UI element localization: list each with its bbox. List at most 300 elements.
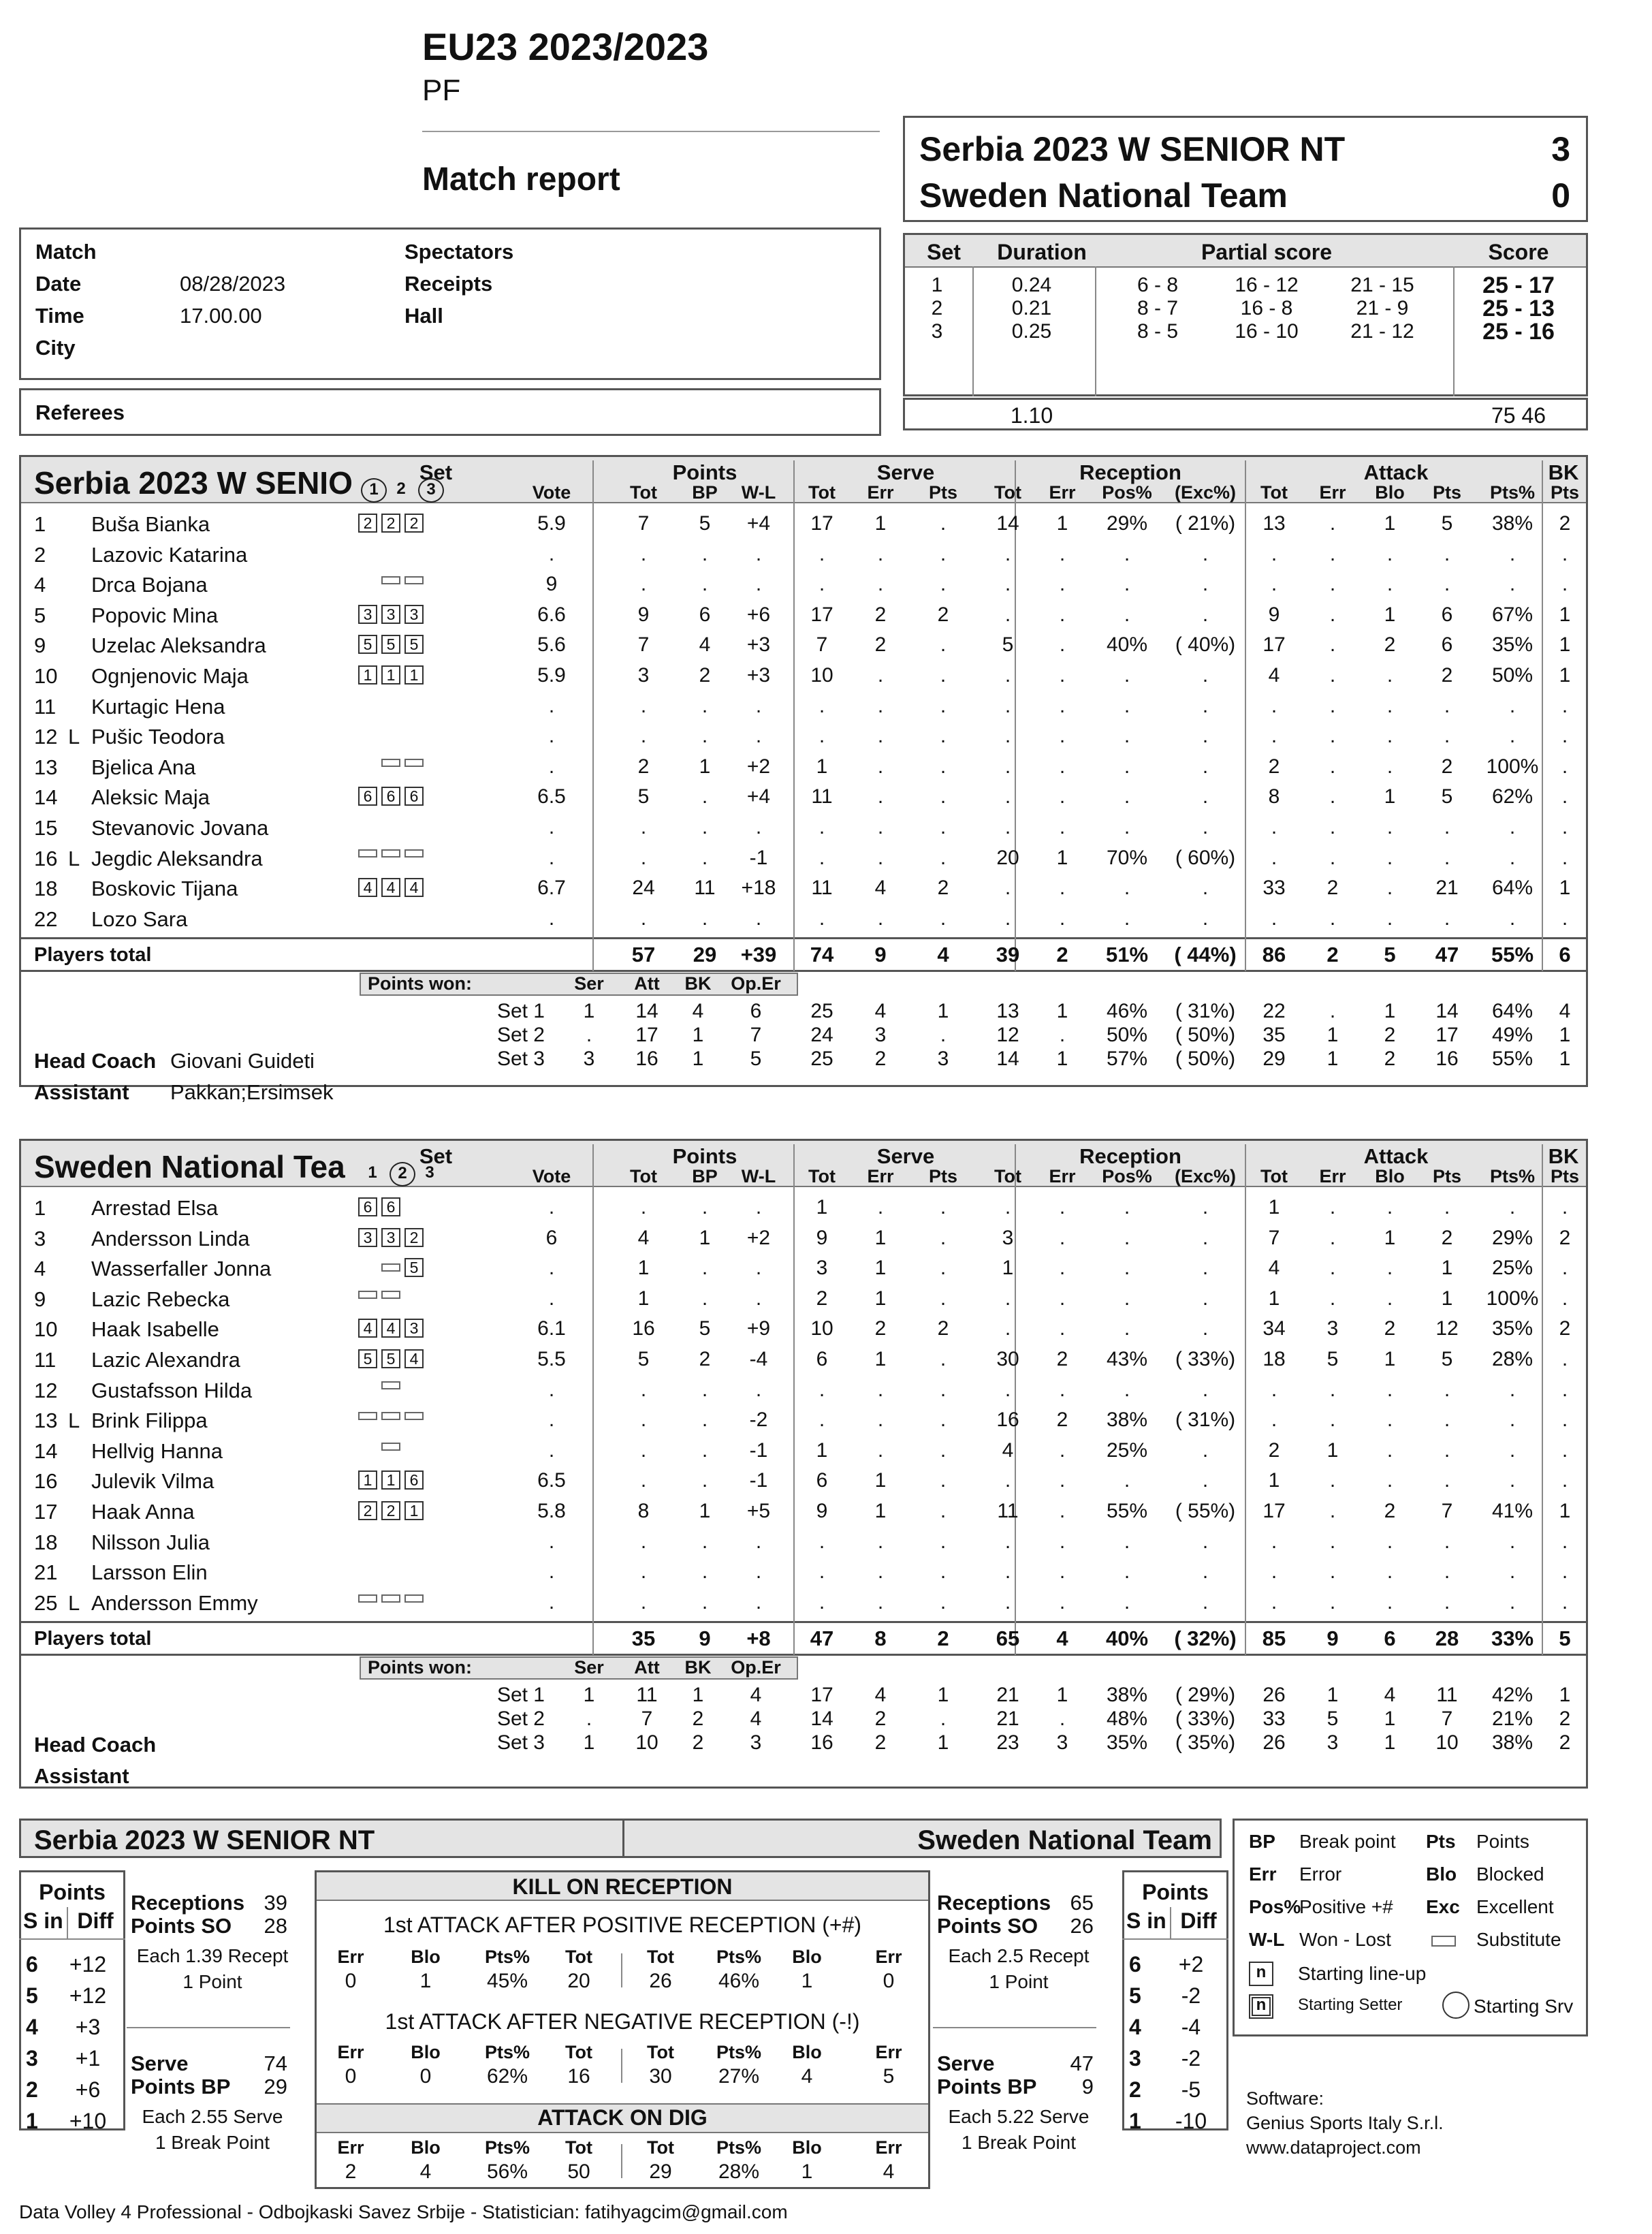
set-stat-value: 38% (1106, 1684, 1148, 1706)
set-stat-value: 14 (810, 1708, 833, 1730)
stat-value: . (1386, 755, 1393, 778)
points-won-value: 6 (750, 1000, 762, 1022)
stat-value: . (755, 1257, 762, 1280)
stat-value: 9 (637, 603, 650, 626)
starting-position-box: 2 (358, 514, 377, 533)
total-value: 9 (699, 1626, 711, 1650)
player-name: Boskovic Tijana (91, 877, 238, 901)
partial-score: 16 - 12 (1235, 274, 1299, 296)
stat-value: . (1271, 816, 1277, 838)
stat-value: . (1059, 664, 1066, 687)
starting-lineup-icon: n (1249, 1962, 1273, 1986)
stat-value: 1 (874, 1226, 887, 1249)
kill-header: Blo (411, 1947, 441, 1967)
player-number: 13 (34, 755, 58, 779)
stat-value: +3 (746, 633, 771, 657)
set-stat-value: 1 (1056, 1000, 1068, 1022)
kill-header: Err (337, 2137, 364, 2158)
stat-value: . (1561, 573, 1568, 596)
set-stat-value: 4 (874, 1000, 887, 1022)
competition-title: EU23 2023/2023 (422, 25, 709, 68)
kill-header: Pts% (716, 2042, 762, 2062)
kill-value: 1 (419, 1970, 432, 1992)
stat-value: . (701, 1409, 708, 1432)
stat-value: 1 (1384, 785, 1396, 808)
stat-value: 41% (1491, 1500, 1534, 1522)
stat-value: 38% (1491, 512, 1534, 535)
stat-value: . (940, 1409, 947, 1432)
points-won-value: . (586, 1024, 592, 1046)
legend-abbr: BP (1249, 1831, 1275, 1852)
stat-value: 6 (816, 1469, 828, 1492)
stat-value: . (1329, 1257, 1336, 1280)
set-stat-value: 42% (1491, 1684, 1534, 1706)
total-value: 2 (1327, 943, 1339, 966)
stat-value: . (1386, 542, 1393, 565)
kill-header: Blo (792, 1947, 822, 1967)
player-number: 17 (34, 1500, 58, 1524)
starting-positions (358, 909, 428, 921)
kill-value: 0 (419, 2065, 432, 2088)
column-header: Vote (532, 1166, 571, 1186)
column-header: Tot (1260, 1166, 1288, 1186)
stat-value: . (548, 1438, 555, 1462)
total-value: 39 (996, 943, 1020, 966)
stat-value: . (1444, 816, 1450, 838)
total-value: 6 (1559, 943, 1571, 966)
substitute-marker (381, 1381, 400, 1389)
player-name: Nilsson Julia (91, 1530, 210, 1554)
player-number: 10 (34, 1317, 58, 1342)
set-stat-value: 4 (874, 1684, 887, 1706)
stat-value: . (1444, 542, 1450, 565)
starting-position-box: 4 (381, 1319, 400, 1338)
set-stat-value: 21% (1491, 1708, 1534, 1730)
stat-value: . (1444, 1378, 1450, 1401)
team-name: Sweden National Tea (34, 1149, 345, 1184)
stat-value: 1 (699, 755, 711, 778)
stat-value: . (1386, 1378, 1393, 1401)
starting-positions (358, 1592, 428, 1605)
starting-position-box: 4 (358, 1319, 377, 1338)
stat-value: 5 (637, 1348, 650, 1370)
set-stat-value: 16 (810, 1731, 833, 1754)
stat-value: . (755, 1530, 762, 1553)
one-point: 1 Point (182, 1971, 242, 1992)
player-name: Arrestad Elsa (91, 1196, 219, 1220)
stat-value: 1 (637, 1257, 650, 1280)
stat-value: . (819, 1560, 825, 1584)
stat-value: . (940, 755, 947, 778)
column-header: Pts (1550, 482, 1580, 503)
player-name: Stevanovic Jovana (91, 816, 269, 840)
stat-value: 6 (545, 1226, 558, 1249)
total-value: 35 (631, 1626, 656, 1650)
stat-value: 20 (996, 846, 1019, 869)
stat-value: . (877, 1530, 884, 1553)
stat-value: . (940, 1226, 947, 1249)
set-stat-value: . (1329, 1000, 1336, 1022)
stat-value: . (1271, 846, 1277, 869)
column-header: Tot (630, 482, 657, 503)
substitute-marker (358, 1412, 377, 1420)
stat-value: 10 (810, 1317, 833, 1340)
stat-value: . (1509, 1590, 1516, 1614)
stat-value: ( 55%) (1175, 1500, 1236, 1522)
stat-value: 5.9 (537, 512, 566, 535)
stat-value: . (819, 694, 825, 717)
stat-value: . (1202, 1469, 1209, 1492)
match-info-value: 08/28/2023 (180, 272, 286, 296)
player-name: Lazic Rebecka (91, 1287, 230, 1311)
rotation-diff: +12 (69, 1983, 107, 2008)
set-score: 25 - 17 (1482, 272, 1555, 298)
stat-value: . (1509, 1409, 1516, 1432)
column-header: W-L (741, 482, 776, 503)
home-sets-won: 3 (1551, 130, 1570, 168)
stat-value: . (940, 573, 947, 596)
set-stat-value: 33 (1262, 1708, 1286, 1730)
player-name: Drca Bojana (91, 573, 208, 597)
each-serve: Each 2.55 Serve (142, 2106, 283, 2127)
kill-header: Pts% (716, 2137, 762, 2158)
partial-score: 8 - 7 (1137, 297, 1179, 319)
stat-value: . (940, 1196, 947, 1218)
stat-value: 1 (1056, 512, 1068, 535)
player-number: 9 (34, 1287, 46, 1311)
stat-value: 10 (810, 664, 833, 687)
stat-value: 1 (1559, 633, 1571, 657)
stat-value: 5.8 (537, 1500, 566, 1522)
player-name: Aleksic Maja (91, 785, 210, 810)
stat-value: 3 (637, 664, 650, 687)
stat-value: 2 (937, 877, 949, 900)
player-number: 1 (34, 1196, 46, 1220)
column-group-header: Attack (1363, 1144, 1429, 1168)
stat-value: . (819, 1530, 825, 1553)
set-stat-value: 7 (1441, 1708, 1453, 1730)
stat-value: . (1444, 1409, 1450, 1432)
set-stat-value: . (940, 1024, 947, 1046)
stat-value: . (1386, 1196, 1393, 1218)
total-value: +8 (746, 1626, 771, 1650)
stat-value: . (1271, 694, 1277, 717)
stat-value: . (1004, 1196, 1011, 1218)
stat-value: 3 (1327, 1317, 1339, 1340)
stat-value: . (701, 816, 708, 838)
stat-value: . (1444, 1438, 1450, 1462)
points-won-value: 1 (692, 1024, 704, 1046)
kill-value: 4 (419, 2160, 432, 2183)
starting-position-box: 5 (358, 635, 377, 654)
set-stat-value: 1 (937, 1684, 949, 1706)
kill-value: 50 (567, 2160, 590, 2183)
stat-value: 1 (1559, 664, 1571, 687)
stat-value: 11 (694, 877, 716, 900)
legend-text: Blocked (1476, 1863, 1544, 1885)
stat-value: 1 (874, 1500, 887, 1522)
stat-value: 5.9 (537, 664, 566, 687)
stat-value: . (1004, 1590, 1011, 1614)
legend-abbr: Pos% (1249, 1896, 1301, 1917)
stat-value: . (701, 694, 708, 717)
stat-value: 5 (1002, 633, 1014, 657)
stat-value: . (640, 725, 647, 748)
stat-value: . (1444, 725, 1450, 748)
starting-position-box: 6 (381, 787, 400, 806)
points-so-label: Points SO (131, 1914, 232, 1938)
stat-value: . (1386, 1530, 1393, 1553)
stat-value: 12 (1435, 1317, 1459, 1340)
column-header: Tot (994, 1166, 1021, 1186)
stat-value: . (877, 542, 884, 565)
column-header: Pos% (1102, 482, 1152, 503)
stat-value: . (940, 542, 947, 565)
stat-value: . (548, 1378, 555, 1401)
starting-setter-icon: n (1249, 1994, 1273, 2019)
set-stat-value: ( 33%) (1175, 1708, 1236, 1730)
player-number: 13 (34, 1409, 58, 1433)
total-value: 40% (1105, 1626, 1149, 1650)
total-value: 5 (1559, 1626, 1571, 1650)
stat-value: ( 21%) (1175, 512, 1236, 535)
rotation-number: 6 (1129, 1952, 1141, 1977)
column-group-header: BK (1548, 460, 1579, 484)
set-row-label: Set 3 (496, 1048, 545, 1070)
set-stat-value: 1 (1559, 1684, 1571, 1706)
legend-abbr: Pts (1426, 1831, 1456, 1852)
player-name: Lazovic Katarina (91, 542, 248, 567)
stat-value: 5.5 (537, 1348, 566, 1370)
points-won-value: 2 (692, 1731, 704, 1754)
set-row-label: Set 2 (496, 1024, 545, 1046)
stat-value: 6.6 (537, 603, 566, 626)
set-stat-value: 3 (874, 1024, 887, 1046)
stat-value: . (1509, 1378, 1516, 1401)
kill-value: 2 (345, 2160, 357, 2183)
stat-value: . (640, 846, 647, 869)
stat-value: . (1202, 755, 1209, 778)
stat-value: 6.5 (537, 785, 566, 808)
stat-value: . (1444, 694, 1450, 717)
starting-positions (358, 1228, 428, 1247)
column-header: Blo (1375, 482, 1405, 503)
set-stat-value: 1 (1056, 1048, 1068, 1070)
kill-value: 30 (649, 2065, 672, 2088)
stat-value: 6 (1441, 633, 1453, 657)
stat-value: . (1329, 785, 1336, 808)
legend-text: Break point (1299, 1831, 1396, 1852)
stat-value: . (1124, 1378, 1130, 1401)
points-so-label: Points SO (937, 1914, 1038, 1938)
player-number: 21 (34, 1560, 58, 1585)
rotation-diff: -10 (1175, 2109, 1207, 2133)
stat-value: . (1329, 816, 1336, 838)
set-stat-value: 48% (1106, 1708, 1148, 1730)
stat-value: 17 (810, 512, 833, 535)
set-stat-value: 2 (874, 1048, 887, 1070)
points-won-header: Att (634, 973, 660, 994)
starting-position-box: 3 (358, 1228, 377, 1247)
stat-value: 4 (1002, 1438, 1014, 1462)
stat-value: . (819, 1590, 825, 1614)
stat-value: . (548, 1196, 555, 1218)
stat-value: 5 (699, 512, 711, 535)
points-won-value: 1 (583, 1731, 595, 1754)
stat-value: . (1386, 1287, 1393, 1310)
stat-value: 25% (1491, 1257, 1534, 1280)
stat-value: . (940, 725, 947, 748)
substitute-marker (358, 1291, 377, 1299)
stat-value: . (940, 1560, 947, 1584)
referees-label: Referees (35, 400, 125, 424)
substitute-marker (381, 1412, 400, 1420)
stat-value: 30 (996, 1348, 1019, 1370)
stat-value: . (1386, 846, 1393, 869)
set-stat-value: 1 (1056, 1684, 1068, 1706)
stat-value: 70% (1106, 846, 1148, 869)
software-label: Software: (1246, 2088, 1324, 2109)
set-score: 25 - 16 (1482, 319, 1555, 345)
set-stat-value: 21 (996, 1708, 1019, 1730)
stat-value: . (755, 573, 762, 596)
substitute-marker (404, 1412, 424, 1420)
negative-reception-title: 1st ATTACK AFTER NEGATIVE RECEPTION (-!) (385, 2009, 860, 2034)
stat-value: 2 (874, 1317, 887, 1340)
points-won-value: 5 (750, 1048, 762, 1070)
stat-value: . (755, 1590, 762, 1614)
dig-title: ATTACK ON DIG (537, 2105, 708, 2130)
stat-value: . (1386, 573, 1393, 596)
total-value: 86 (1262, 943, 1286, 966)
stat-value: . (1509, 542, 1516, 565)
points-won-value: 7 (641, 1708, 653, 1730)
one-point: 1 Point (989, 1971, 1049, 1992)
starting-positions (358, 1319, 428, 1338)
partial-score: 21 - 15 (1350, 274, 1414, 296)
stat-value: . (940, 512, 947, 535)
player-name: Lazic Alexandra (91, 1348, 240, 1372)
starting-positions (358, 848, 428, 860)
stat-value: 1 (816, 755, 828, 778)
stat-value: 1 (1268, 1287, 1280, 1310)
stat-value: 6 (699, 603, 711, 626)
stat-value: 16 (996, 1409, 1019, 1432)
total-value: 6 (1384, 1626, 1396, 1650)
stat-value: . (1059, 1500, 1066, 1522)
starting-position-box: 2 (381, 514, 400, 533)
kill-value: 62% (486, 2065, 528, 2088)
stat-value: 7 (1441, 1500, 1453, 1522)
stat-value: 1 (1441, 1257, 1453, 1280)
stat-value: . (1329, 542, 1336, 565)
stat-value: +9 (746, 1317, 771, 1340)
stat-value: -2 (749, 1409, 768, 1432)
stat-value: 2 (1441, 1226, 1453, 1249)
starting-position-box: 6 (358, 787, 377, 806)
stat-value: +3 (746, 664, 771, 687)
points-so-value: 26 (1070, 1914, 1094, 1938)
total-value: 4 (937, 943, 949, 966)
set-stat-value: 25 (810, 1048, 833, 1070)
match-info-label: City (35, 336, 76, 360)
total-value: 33% (1491, 1626, 1534, 1650)
players-total-label: Players total (34, 1628, 152, 1650)
column-header: BP (692, 482, 718, 503)
set-stat-value: 49% (1491, 1024, 1534, 1046)
player-name: Brink Filippa (91, 1409, 208, 1433)
stat-value: 1 (1002, 1257, 1014, 1280)
player-number: 1 (34, 512, 46, 536)
points-won-header: BK (684, 1657, 712, 1678)
stat-value: . (1329, 1226, 1336, 1249)
substitute-marker (358, 849, 377, 858)
stat-value: . (1386, 1590, 1393, 1614)
total-value: 2 (1056, 943, 1068, 966)
stat-value: 38% (1106, 1409, 1148, 1432)
stat-value: . (1561, 1378, 1568, 1401)
stat-value: 29% (1491, 1226, 1534, 1249)
kill-value: 29 (649, 2160, 672, 2183)
stat-value: . (940, 1378, 947, 1401)
rotation-diff: -2 (1181, 2046, 1201, 2071)
stat-value: . (940, 1438, 947, 1462)
set-stat-value: 1 (1384, 1000, 1396, 1022)
stat-value: +2 (746, 1226, 771, 1249)
substitute-marker (381, 1291, 400, 1299)
set-marker: 2 (390, 1162, 415, 1186)
stat-value: 17 (1262, 1500, 1286, 1522)
stat-value: . (755, 542, 762, 565)
set-stat-value: 3 (1056, 1731, 1068, 1754)
stat-value: . (640, 573, 647, 596)
player-number: 16 (34, 1469, 58, 1494)
player-number: 15 (34, 816, 58, 840)
stat-value: . (877, 694, 884, 717)
set-stat-value: 1 (1559, 1024, 1571, 1046)
team-name: Serbia 2023 W SENIO (34, 465, 353, 501)
stat-value: . (548, 694, 555, 717)
stat-value: . (940, 1469, 947, 1492)
stat-value: . (1059, 1438, 1066, 1462)
rotation-number: 2 (26, 2077, 38, 2102)
stat-value: . (701, 573, 708, 596)
stat-value: . (640, 542, 647, 565)
set-stat-value: 3 (1327, 1731, 1339, 1754)
player-number: 4 (34, 1257, 46, 1281)
stat-value: . (1271, 1378, 1277, 1401)
stat-value: . (940, 664, 947, 687)
stat-value: . (940, 1348, 947, 1370)
column-group-header: Points (672, 1144, 737, 1168)
set-score: 25 - 13 (1482, 296, 1555, 321)
set-stat-value: 4 (1384, 1684, 1396, 1706)
stat-value: 4 (699, 633, 711, 657)
player-name: Larsson Elin (91, 1560, 208, 1585)
kill-header: Err (337, 2042, 364, 2062)
serve-label: Serve (131, 2051, 189, 2075)
stat-value: 2 (1559, 512, 1571, 535)
starting-positions (358, 605, 428, 624)
stat-value: 100% (1486, 1287, 1539, 1310)
stat-value: 2 (699, 664, 711, 687)
set-stat-value: 57% (1106, 1048, 1148, 1070)
stat-value: 9 (545, 573, 558, 596)
stat-value: . (1202, 816, 1209, 838)
set-stat-value: 2 (874, 1708, 887, 1730)
starting-positions (358, 1470, 428, 1490)
match-info-value: 17.00.00 (180, 304, 262, 328)
